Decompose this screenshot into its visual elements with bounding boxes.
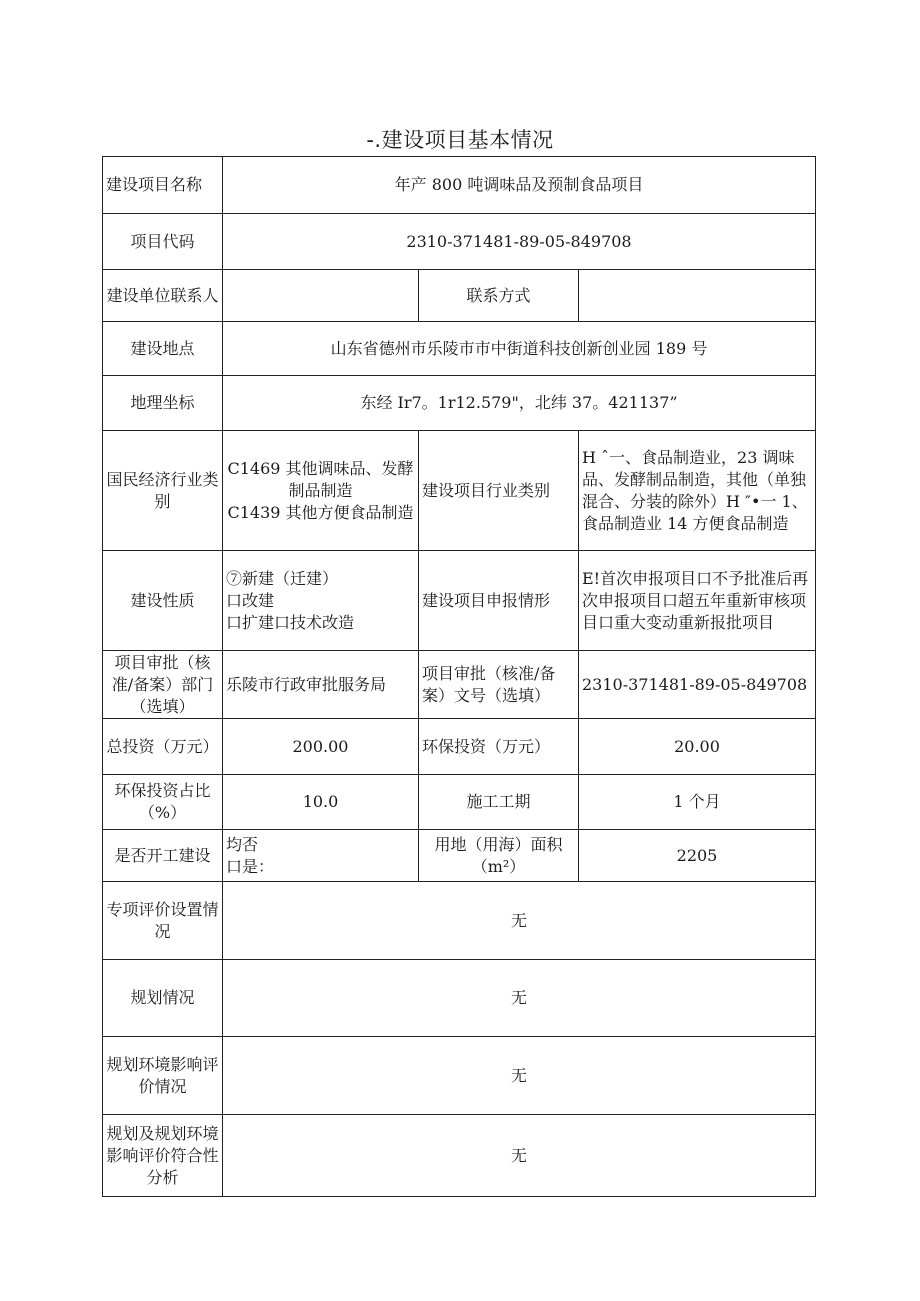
project-category-value: H ˆ一、食品制造业，23 调味品、发酵制品制造，其他（单独混合、分装的除外）H ″•一 1、食品制造业 14 方便食品制造: [579, 431, 816, 551]
row-planning: [103, 960, 816, 1037]
approval-dept-value: 乐陵市行政审批服务局: [223, 651, 419, 719]
project-code-value: 2310-371481-89-05-849708: [223, 214, 816, 270]
construction-period-label: 施工工期: [419, 775, 579, 830]
project-name-label: 建设项目名称: [103, 157, 223, 214]
contact-value: [223, 270, 419, 322]
row-started: [103, 830, 816, 882]
industry-value-line: C1469 其他调味品、发酵: [227, 458, 414, 478]
nature-value: [223, 551, 419, 651]
started-option: 口是：: [226, 856, 275, 876]
special-eval-label: 专项评价设置情况: [103, 882, 223, 960]
planning-label: 规划情况: [103, 960, 223, 1037]
project-name-value: 年产 800 吨调味品及预制食品项目: [223, 157, 816, 214]
coords-value: 东经 Ir7。1r12.579"，北纬 37。421137”: [223, 376, 816, 431]
row-approval: [103, 651, 816, 719]
total-investment-value: 200.00: [223, 719, 419, 775]
approval-dept-label: 项目审批（核准/备案）部门（选填）: [103, 651, 223, 719]
location-value: 山东省德州市乐陵市市中街道科技创新创业园 189 号: [223, 322, 816, 376]
row-industry: [103, 431, 816, 551]
industry-value: [223, 431, 419, 551]
row-contact: [103, 270, 816, 322]
row-location: [103, 322, 816, 376]
report-situation-value: E!首次申报项目口不予批准后再次申报项目口超五年重新审核项目口重大变动重新报批项目: [579, 551, 816, 651]
row-coords: [103, 376, 816, 431]
land-area-label: 用地（用海）面积（m²）: [419, 830, 579, 882]
conformity-value: 无: [223, 1115, 816, 1197]
planning-value: 无: [223, 960, 816, 1037]
page-title: -.建设项目基本情况: [366, 128, 554, 152]
project-category-label: 建设项目行业类别: [419, 431, 579, 551]
row-conformity: [103, 1115, 816, 1197]
row-investment: [103, 719, 816, 775]
env-ratio-label: 环保投资占比（%）: [103, 775, 223, 830]
construction-period-value: 1 个月: [579, 775, 816, 830]
row-project-code: [103, 214, 816, 270]
nature-option: ⑦新建（迁建）: [226, 568, 339, 588]
row-planning-env: [103, 1037, 816, 1115]
contact-label: 建设单位联系人: [103, 270, 223, 322]
conformity-label: 规划及规划环境影响评价符合性分析: [103, 1115, 223, 1197]
nature-option: 口扩建口技术改造: [226, 612, 355, 632]
env-investment-label: 环保投资（万元）: [419, 719, 579, 775]
industry-value-line: C1439 其他方便食品制造: [227, 502, 414, 522]
started-label: 是否开工建设: [103, 830, 223, 882]
coords-label: 地理坐标: [103, 376, 223, 431]
planning-env-label: 规划环境影响评价情况: [103, 1037, 223, 1115]
row-special-eval: [103, 882, 816, 960]
approval-doc-label: 项目审批（核准/备案）文号（选填）: [419, 651, 579, 719]
contact-method-label: 联系方式: [419, 270, 579, 322]
land-area-value: 2205: [579, 830, 816, 882]
industry-label: 国民经济行业类别: [103, 431, 223, 551]
nature-option: 口改建: [226, 590, 275, 610]
special-eval-value: 无: [223, 882, 816, 960]
planning-env-value: 无: [223, 1037, 816, 1115]
approval-doc-value: 2310-371481-89-05-849708: [579, 651, 816, 719]
industry-value-line: 制品制造: [288, 480, 353, 500]
row-ratio: [103, 775, 816, 830]
row-project-name: [103, 157, 816, 214]
started-option: 均否: [226, 834, 259, 854]
started-value: [223, 830, 419, 882]
location-label: 建设地点: [103, 322, 223, 376]
project-code-label: 项目代码: [103, 214, 223, 270]
contact-method-value: [579, 270, 816, 322]
row-nature: [103, 551, 816, 651]
env-investment-value: 20.00: [579, 719, 816, 775]
project-info-table: [102, 156, 816, 1197]
env-ratio-value: 10.0: [223, 775, 419, 830]
total-investment-label: 总投资（万元）: [103, 719, 223, 775]
nature-label: 建设性质: [103, 551, 223, 651]
report-situation-label: 建设项目申报情形: [419, 551, 579, 651]
